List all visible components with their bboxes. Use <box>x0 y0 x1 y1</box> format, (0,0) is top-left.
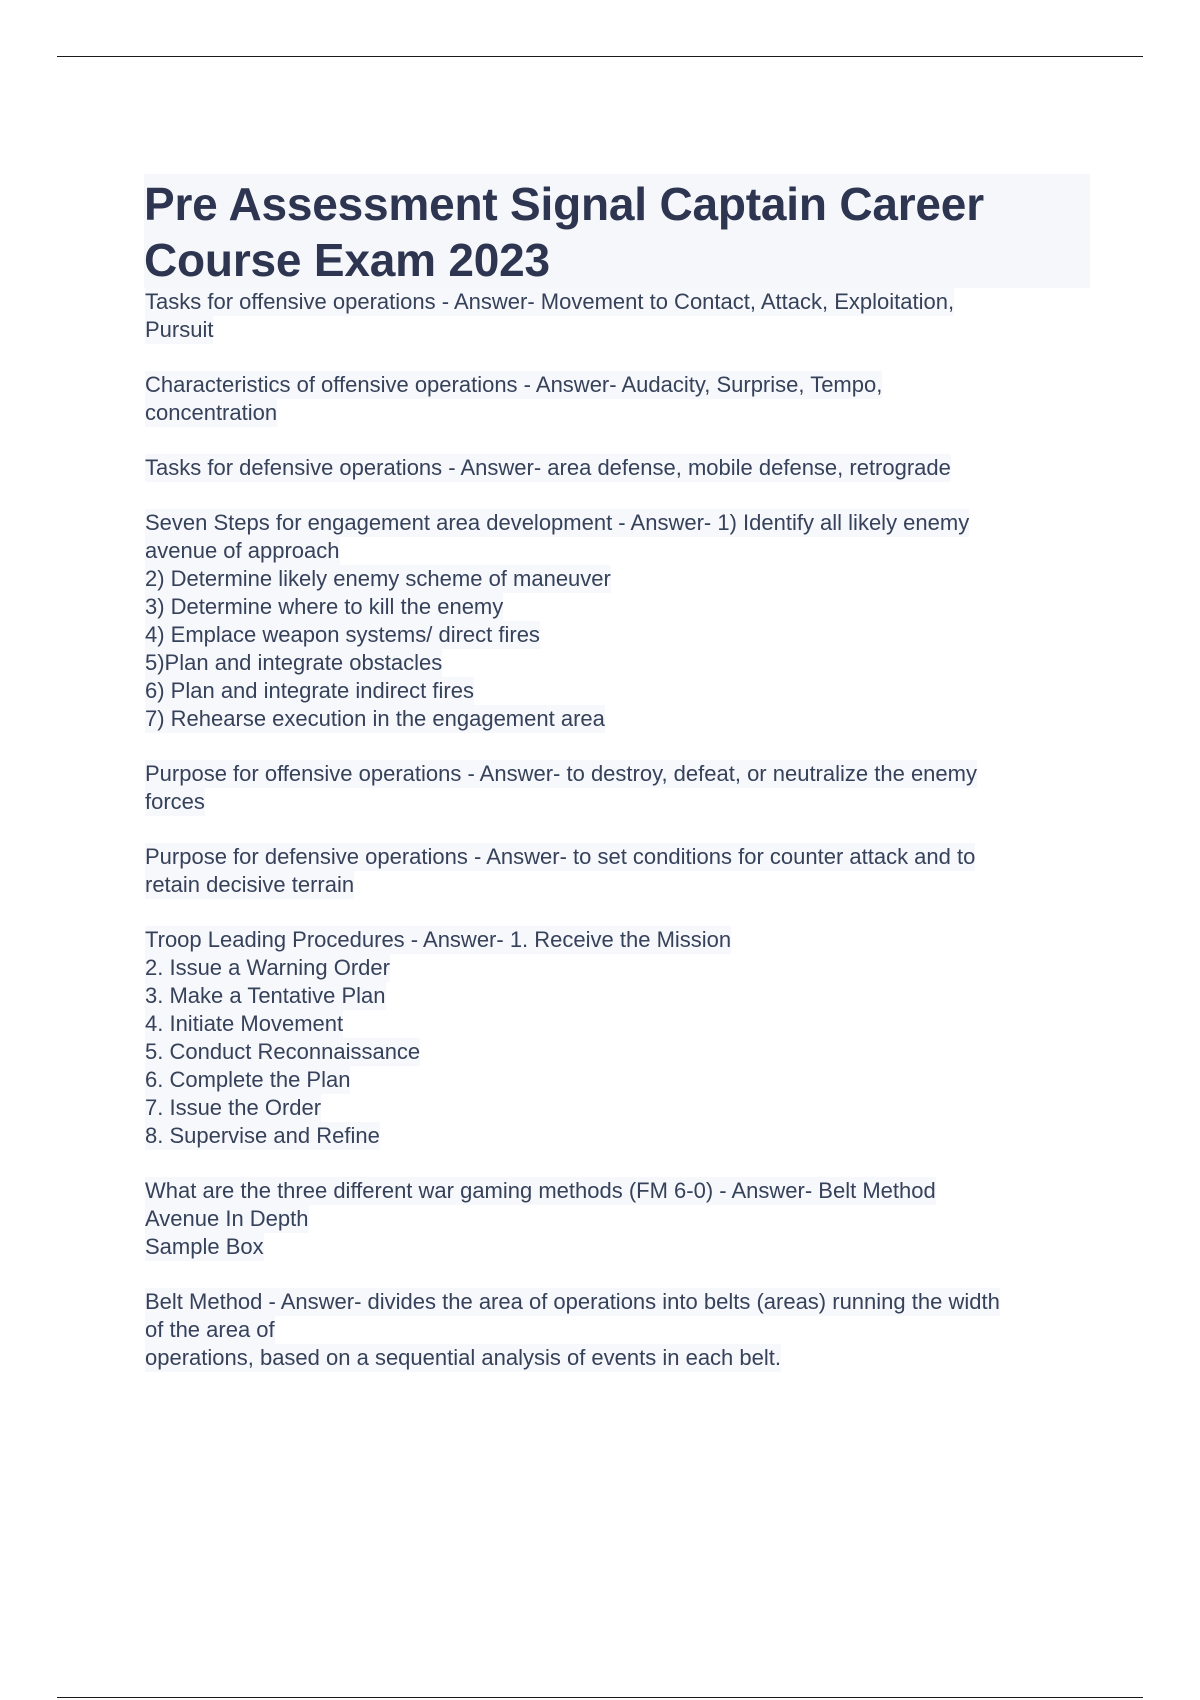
qa-line: operations, based on a sequential analysis of events in each belt. <box>145 1345 781 1370</box>
qa-entry <box>145 843 1090 899</box>
qa-entry <box>145 371 1090 427</box>
qa-line: What are the three different war gaming methods (FM 6-0) - Answer- Belt Method <box>145 1178 936 1203</box>
qa-line: Tasks for offensive operations - Answer- Movement to Contact, Attack, Exploitation, <box>145 289 955 314</box>
qa-line: 6. Complete the Plan <box>145 1067 351 1092</box>
qa-list <box>145 288 1090 1372</box>
qa-line: Avenue In Depth <box>145 1206 309 1231</box>
qa-line: 4) Emplace weapon systems/ direct fires <box>145 622 540 647</box>
qa-line: Troop Leading Procedures - Answer- 1. Receive the Mission <box>145 927 732 952</box>
qa-line: 8. Supervise and Refine <box>145 1123 380 1148</box>
qa-line: 5. Conduct Reconnaissance <box>145 1039 421 1064</box>
qa-line: 4. Initiate Movement <box>145 1011 344 1036</box>
qa-line: 2. Issue a Warning Order <box>145 955 390 980</box>
qa-line: 6) Plan and integrate indirect fires <box>145 678 474 703</box>
qa-entry <box>145 926 1090 1150</box>
qa-line: 7. Issue the Order <box>145 1095 322 1120</box>
qa-line: avenue of approach <box>145 538 340 563</box>
qa-line: forces <box>145 789 205 814</box>
qa-entry <box>145 454 1090 482</box>
qa-line: Sample Box <box>145 1234 264 1259</box>
qa-entry <box>145 288 1090 344</box>
qa-line: Purpose for offensive operations - Answer- to destroy, defeat, or neutralize the enemy <box>145 761 977 786</box>
qa-line: Purpose for defensive operations - Answer- to set conditions for counter attack and to <box>145 844 976 869</box>
qa-line: Seven Steps for engagement area development - Answer- 1) Identify all likely enemy <box>145 510 970 535</box>
qa-line: 5)Plan and integrate obstacles <box>145 650 443 675</box>
document-title <box>144 176 1090 288</box>
qa-line: Belt Method - Answer- divides the area of operations into belts (areas) running the width <box>145 1289 1000 1314</box>
top-rule <box>57 56 1143 57</box>
qa-line: retain decisive terrain <box>145 872 355 897</box>
qa-entry <box>145 509 1090 733</box>
title-line-1: Pre Assessment Signal Captain Career <box>144 178 984 230</box>
qa-entry <box>145 1177 1090 1261</box>
qa-entry <box>145 1288 1090 1372</box>
qa-line: 2) Determine likely enemy scheme of maneuver <box>145 566 611 591</box>
qa-line: Pursuit <box>145 317 214 342</box>
qa-line: 7) Rehearse execution in the engagement area <box>145 706 605 731</box>
qa-line: of the area of <box>145 1317 275 1342</box>
qa-line: 3) Determine where to kill the enemy <box>145 594 504 619</box>
qa-line: Tasks for defensive operations - Answer- area defense, mobile defense, retrograde <box>145 455 951 480</box>
title-block <box>144 174 1090 288</box>
qa-line: concentration <box>145 400 278 425</box>
qa-line: Characteristics of offensive operations - Answer- Audacity, Surprise, Tempo, <box>145 372 883 397</box>
document-body <box>145 174 1090 1399</box>
qa-entry <box>145 760 1090 816</box>
qa-line: 3. Make a Tentative Plan <box>145 983 386 1008</box>
bottom-rule <box>57 1697 1143 1698</box>
title-line-2: Course Exam 2023 <box>144 234 550 286</box>
